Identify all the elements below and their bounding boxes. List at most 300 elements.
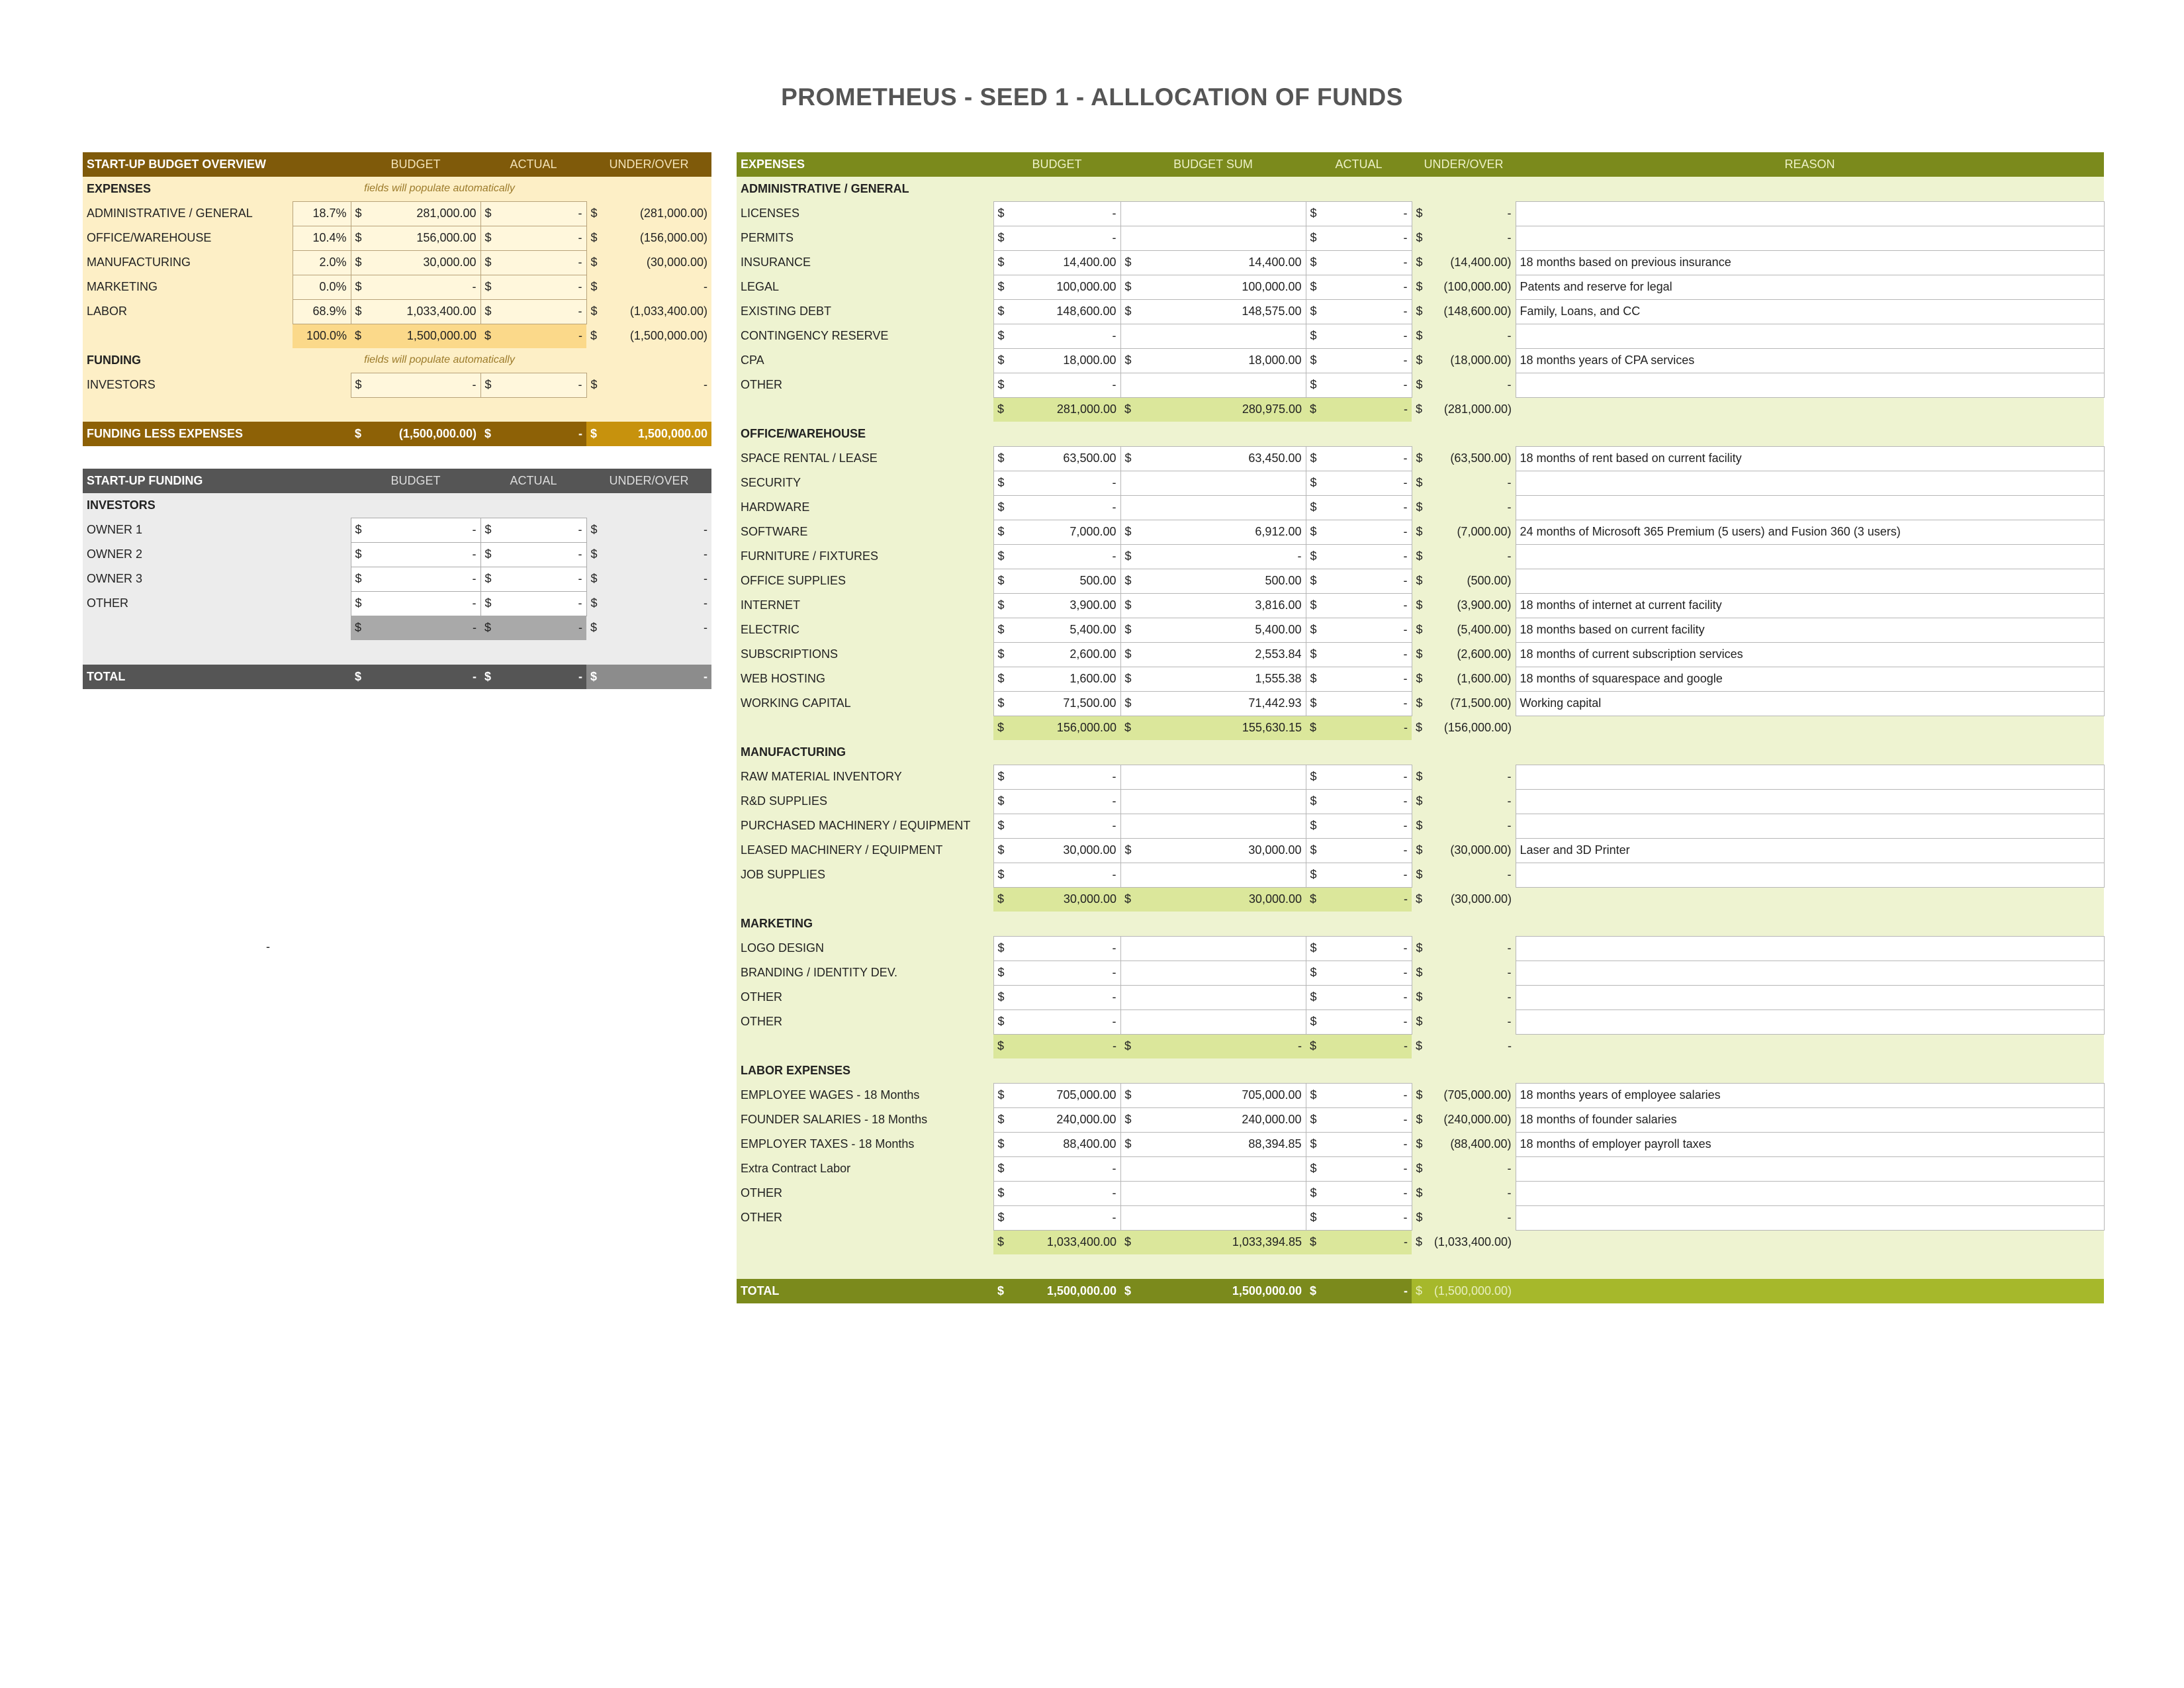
actual-cell[interactable] bbox=[1306, 765, 1412, 789]
budget-cell[interactable] bbox=[993, 569, 1120, 593]
amount: - bbox=[1298, 1039, 1302, 1053]
percent-cell[interactable]: 10.4% bbox=[293, 226, 351, 250]
reason-cell[interactable]: Laser and 3D Printer bbox=[1516, 838, 2104, 863]
actual-cell[interactable] bbox=[1306, 593, 1412, 618]
amount: (3,900.00) bbox=[1457, 598, 1512, 612]
currency-symbol: $ bbox=[1310, 966, 1317, 979]
investors-budget[interactable] bbox=[351, 373, 480, 397]
total-budget bbox=[993, 1279, 1120, 1303]
actual-cell[interactable] bbox=[1306, 250, 1412, 275]
actual-cell[interactable] bbox=[480, 299, 586, 324]
budget-cell[interactable] bbox=[993, 789, 1120, 814]
currency-symbol: $ bbox=[997, 476, 1005, 489]
actual-cell[interactable] bbox=[1306, 226, 1412, 250]
budget-cell[interactable] bbox=[993, 985, 1120, 1009]
currency-symbol: $ bbox=[1310, 819, 1317, 832]
investors-row bbox=[83, 373, 711, 397]
amount: 71,442.93 bbox=[1248, 696, 1302, 710]
currency-symbol: $ bbox=[1310, 647, 1317, 661]
currency-symbol: $ bbox=[1416, 623, 1423, 636]
budget-sum-cell[interactable] bbox=[1120, 1205, 1306, 1230]
budget-sum-cell[interactable] bbox=[1120, 324, 1306, 348]
actual-cell[interactable] bbox=[1306, 863, 1412, 887]
amount: 6,912.00 bbox=[1255, 525, 1302, 538]
amount: - bbox=[1507, 476, 1512, 489]
budget-sum-cell[interactable] bbox=[1120, 838, 1306, 863]
amount: 14,400.00 bbox=[1063, 256, 1116, 269]
actual-cell[interactable] bbox=[1306, 985, 1412, 1009]
spacer bbox=[586, 640, 711, 665]
budget-cell[interactable] bbox=[993, 324, 1120, 348]
overview-header-row bbox=[83, 152, 711, 177]
budget-cell[interactable] bbox=[993, 520, 1120, 544]
budget-sum-cell[interactable] bbox=[1120, 544, 1306, 569]
budget-cell[interactable] bbox=[351, 275, 480, 299]
budget-sum-cell[interactable] bbox=[1120, 1156, 1306, 1181]
reason-cell[interactable] bbox=[1516, 814, 2104, 838]
budget-cell[interactable] bbox=[993, 1132, 1120, 1156]
funder-label: OWNER 1 bbox=[83, 518, 351, 542]
actual-cell[interactable] bbox=[1306, 569, 1412, 593]
actual-cell[interactable] bbox=[1306, 667, 1412, 691]
currency-symbol: $ bbox=[1124, 647, 1132, 661]
reason-cell[interactable] bbox=[1516, 765, 2104, 789]
col-underover-header: UNDER/OVER bbox=[586, 469, 711, 493]
currency-symbol: $ bbox=[1310, 549, 1317, 563]
funder-label: OWNER 3 bbox=[83, 567, 351, 591]
amount: 281,000.00 bbox=[416, 207, 477, 220]
budget-cell[interactable] bbox=[351, 250, 480, 275]
actual-cell[interactable] bbox=[1306, 446, 1412, 471]
budget-sum-cell[interactable] bbox=[1120, 691, 1306, 716]
amount: - bbox=[578, 305, 582, 318]
budget-cell[interactable] bbox=[993, 1205, 1120, 1230]
currency-symbol: $ bbox=[1310, 843, 1317, 857]
reason-cell[interactable]: 18 months years of employee salaries bbox=[1516, 1083, 2104, 1107]
reason-cell[interactable] bbox=[1516, 789, 2104, 814]
total-underover bbox=[586, 665, 711, 689]
budget-sum-cell[interactable] bbox=[1120, 1181, 1306, 1205]
reason-cell[interactable]: 18 months based on previous insurance bbox=[1516, 250, 2104, 275]
currency-symbol: $ bbox=[1124, 402, 1132, 416]
amount: - bbox=[1403, 1015, 1408, 1028]
amount: - bbox=[578, 427, 582, 440]
budget-sum-cell[interactable] bbox=[1120, 765, 1306, 789]
budget-cell[interactable] bbox=[993, 226, 1120, 250]
budget-sum-cell[interactable] bbox=[1120, 569, 1306, 593]
currency-symbol: $ bbox=[997, 1162, 1005, 1175]
spacer bbox=[1516, 912, 2104, 936]
currency-symbol: $ bbox=[355, 596, 362, 610]
currency-symbol: $ bbox=[1416, 1015, 1423, 1028]
budget-cell[interactable] bbox=[993, 1181, 1120, 1205]
budget-cell[interactable] bbox=[993, 495, 1120, 520]
currency-symbol: $ bbox=[997, 574, 1005, 587]
budget-cell[interactable] bbox=[351, 201, 480, 226]
amount: 14,400.00 bbox=[1248, 256, 1302, 269]
currency-symbol: $ bbox=[355, 670, 362, 683]
budget-sum-cell[interactable] bbox=[1120, 348, 1306, 373]
budget-cell[interactable] bbox=[993, 1156, 1120, 1181]
currency-symbol: $ bbox=[997, 647, 1005, 661]
actual-cell[interactable] bbox=[1306, 814, 1412, 838]
actual-cell[interactable] bbox=[1306, 1181, 1412, 1205]
budget-cell[interactable] bbox=[993, 838, 1120, 863]
budget-cell[interactable] bbox=[993, 593, 1120, 618]
funder-actual[interactable] bbox=[480, 567, 586, 591]
reason-cell[interactable]: 18 months of internet at current facility bbox=[1516, 593, 2104, 618]
actual-cell[interactable] bbox=[480, 201, 586, 226]
section-title: LABOR EXPENSES bbox=[737, 1058, 993, 1083]
budget-cell[interactable] bbox=[993, 275, 1120, 299]
budget-sum-cell[interactable] bbox=[1120, 936, 1306, 961]
budget-sum-cell[interactable] bbox=[1120, 814, 1306, 838]
budget-overview-table bbox=[83, 152, 711, 446]
budget-sum-cell[interactable] bbox=[1120, 961, 1306, 985]
funder-budget[interactable] bbox=[351, 567, 480, 591]
expenses-header: EXPENSES bbox=[737, 152, 993, 177]
actual-cell[interactable] bbox=[1306, 275, 1412, 299]
amount: - bbox=[578, 207, 582, 220]
spacer bbox=[1516, 422, 2104, 446]
currency-symbol: $ bbox=[1124, 1088, 1132, 1102]
amount: - bbox=[578, 378, 582, 391]
budget-cell[interactable] bbox=[993, 299, 1120, 324]
actual-cell[interactable] bbox=[480, 275, 586, 299]
amount: 705,000.00 bbox=[1056, 1088, 1116, 1102]
actual-cell[interactable] bbox=[1306, 544, 1412, 569]
reason-cell[interactable] bbox=[1516, 471, 2104, 495]
currency-symbol: $ bbox=[997, 1015, 1005, 1028]
currency-symbol: $ bbox=[1124, 280, 1132, 293]
actual-cell[interactable] bbox=[1306, 373, 1412, 397]
budget-cell[interactable] bbox=[993, 471, 1120, 495]
reason-cell[interactable] bbox=[1516, 201, 2104, 226]
amount: - bbox=[1507, 231, 1512, 244]
reason-cell[interactable]: 24 months of Microsoft 365 Premium (5 users) and Fusion 360 (3 users) bbox=[1516, 520, 2104, 544]
reason-cell[interactable] bbox=[1516, 961, 2104, 985]
expense-row bbox=[737, 1083, 2104, 1107]
currency-symbol: $ bbox=[1310, 1211, 1317, 1224]
budget-cell[interactable] bbox=[993, 618, 1120, 642]
budget-sum-cell[interactable] bbox=[1120, 275, 1306, 299]
currency-symbol: $ bbox=[1124, 549, 1132, 563]
expense-label: OTHER bbox=[737, 1009, 993, 1034]
actual-cell[interactable] bbox=[1306, 789, 1412, 814]
amount: 3,816.00 bbox=[1255, 598, 1302, 612]
actual-cell[interactable] bbox=[1306, 1156, 1412, 1181]
expense-row bbox=[737, 618, 2104, 642]
budget-cell[interactable] bbox=[993, 348, 1120, 373]
expense-label: CPA bbox=[737, 348, 993, 373]
currency-symbol: $ bbox=[355, 305, 362, 318]
reason-cell[interactable]: Patents and reserve for legal bbox=[1516, 275, 2104, 299]
amount: (1,500,000.00) bbox=[1433, 1284, 1512, 1297]
actual-cell[interactable] bbox=[1306, 1009, 1412, 1034]
reason-cell[interactable] bbox=[1516, 495, 2104, 520]
actual-cell[interactable] bbox=[1306, 1083, 1412, 1107]
amount: (30,000.00) bbox=[646, 256, 707, 269]
currency-symbol: $ bbox=[1416, 721, 1423, 734]
percent-cell[interactable]: 18.7% bbox=[293, 201, 351, 226]
underover-cell bbox=[1412, 618, 1516, 642]
amount: - bbox=[1403, 231, 1408, 244]
currency-symbol: $ bbox=[355, 427, 362, 440]
currency-symbol: $ bbox=[1416, 402, 1423, 416]
budget-sum-cell[interactable] bbox=[1120, 1107, 1306, 1132]
budget-sum-cell[interactable] bbox=[1120, 250, 1306, 275]
underover-cell bbox=[1412, 985, 1516, 1009]
reason-cell[interactable] bbox=[1516, 863, 2104, 887]
currency-symbol: $ bbox=[1124, 353, 1132, 367]
amount: (2,600.00) bbox=[1457, 647, 1512, 661]
budget-sum-cell[interactable] bbox=[1120, 593, 1306, 618]
actual-cell[interactable] bbox=[1306, 324, 1412, 348]
currency-symbol: $ bbox=[1416, 770, 1423, 783]
budget-sum-cell[interactable] bbox=[1120, 373, 1306, 397]
subtotal-underover bbox=[1412, 397, 1516, 422]
currency-symbol: $ bbox=[1416, 256, 1423, 269]
amount: - bbox=[578, 231, 582, 244]
budget-sum-cell[interactable] bbox=[1120, 299, 1306, 324]
actual-cell[interactable] bbox=[1306, 1205, 1412, 1230]
currency-symbol: $ bbox=[1310, 892, 1317, 906]
amount: 155,630.15 bbox=[1242, 721, 1302, 735]
reason-cell[interactable]: 18 months of rent based on current facility bbox=[1516, 446, 2104, 471]
budget-cell[interactable] bbox=[993, 1083, 1120, 1107]
actual-cell[interactable] bbox=[1306, 201, 1412, 226]
budget-cell[interactable] bbox=[993, 446, 1120, 471]
amount: 156,000.00 bbox=[416, 231, 477, 244]
currency-symbol: $ bbox=[1416, 1039, 1423, 1053]
underover-cell bbox=[1412, 495, 1516, 520]
actual-cell[interactable] bbox=[1306, 691, 1412, 716]
spacer bbox=[1412, 1254, 1516, 1279]
budget-cell[interactable] bbox=[993, 201, 1120, 226]
currency-symbol: $ bbox=[1416, 549, 1423, 563]
budget-sum-cell[interactable] bbox=[1120, 618, 1306, 642]
budget-cell[interactable] bbox=[993, 936, 1120, 961]
funder-budget[interactable] bbox=[351, 591, 480, 616]
funder-actual[interactable] bbox=[480, 518, 586, 542]
amount: 30,000.00 bbox=[1248, 843, 1302, 857]
reason-cell[interactable] bbox=[1516, 1156, 2104, 1181]
currency-symbol: $ bbox=[1310, 402, 1317, 416]
reason-cell[interactable]: 18 months years of CPA services bbox=[1516, 348, 2104, 373]
amount: 3,900.00 bbox=[1069, 598, 1116, 612]
budget-sum-cell[interactable] bbox=[1120, 642, 1306, 667]
currency-symbol: $ bbox=[997, 598, 1005, 612]
amount: - bbox=[1112, 819, 1116, 832]
underover-cell bbox=[1412, 1181, 1516, 1205]
reason-cell[interactable]: Working capital bbox=[1516, 691, 2104, 716]
amount: - bbox=[704, 523, 707, 536]
percent-cell[interactable]: 68.9% bbox=[293, 299, 351, 324]
actual-cell[interactable] bbox=[1306, 961, 1412, 985]
budget-cell[interactable] bbox=[993, 814, 1120, 838]
currency-symbol: $ bbox=[997, 1088, 1005, 1102]
amount: - bbox=[1403, 990, 1408, 1004]
currency-symbol: $ bbox=[997, 843, 1005, 857]
currency-symbol: $ bbox=[484, 280, 492, 293]
budget-sum-cell[interactable] bbox=[1120, 667, 1306, 691]
funding-label-row bbox=[83, 348, 711, 373]
page-title: PROMETHEUS - SEED 1 - ALLLOCATION OF FUNDS bbox=[781, 83, 1403, 111]
budget-sum-cell[interactable] bbox=[1120, 471, 1306, 495]
currency-symbol: $ bbox=[1416, 1211, 1423, 1224]
amount: 1,033,400.00 bbox=[1046, 1235, 1116, 1249]
actual-cell[interactable] bbox=[1306, 299, 1412, 324]
reason-cell[interactable]: Family, Loans, and CC bbox=[1516, 299, 2104, 324]
budget-cell[interactable] bbox=[993, 544, 1120, 569]
fle-underover bbox=[586, 422, 711, 446]
budget-cell[interactable] bbox=[993, 667, 1120, 691]
funder-budget[interactable] bbox=[351, 518, 480, 542]
budget-sum-cell[interactable] bbox=[1120, 1083, 1306, 1107]
actual-cell[interactable] bbox=[1306, 495, 1412, 520]
reason-cell[interactable]: 18 months based on current facility bbox=[1516, 618, 2104, 642]
reason-cell[interactable] bbox=[1516, 324, 2104, 348]
amount: - bbox=[1404, 1284, 1408, 1297]
amount: - bbox=[578, 596, 582, 610]
reason-cell[interactable] bbox=[1516, 1205, 2104, 1230]
underover-cell bbox=[1412, 373, 1516, 397]
funder-actual[interactable] bbox=[480, 591, 586, 616]
currency-symbol: $ bbox=[997, 451, 1005, 465]
currency-symbol: $ bbox=[1416, 941, 1423, 955]
funder-budget[interactable] bbox=[351, 542, 480, 567]
reason-cell[interactable]: 18 months of employer payroll taxes bbox=[1516, 1132, 2104, 1156]
budget-sum-cell[interactable] bbox=[1120, 789, 1306, 814]
currency-symbol: $ bbox=[1124, 525, 1132, 538]
reason-cell[interactable] bbox=[1516, 226, 2104, 250]
amount: - bbox=[1403, 1211, 1408, 1224]
reason-cell[interactable]: 18 months of squarespace and google bbox=[1516, 667, 2104, 691]
budget-cell[interactable] bbox=[993, 863, 1120, 887]
currency-symbol: $ bbox=[1124, 623, 1132, 636]
budget-sum-cell[interactable] bbox=[1120, 985, 1306, 1009]
startup-funding-table bbox=[83, 469, 711, 689]
amount: - bbox=[1403, 941, 1408, 955]
budget-sum-cell[interactable] bbox=[1120, 201, 1306, 226]
budget-sum-cell[interactable] bbox=[1120, 1009, 1306, 1034]
amount: - bbox=[704, 378, 707, 391]
amount: 1,500,000.00 bbox=[1046, 1284, 1116, 1297]
budget-sum-cell[interactable] bbox=[1120, 446, 1306, 471]
actual-cell[interactable] bbox=[480, 250, 586, 275]
budget-sum-cell[interactable] bbox=[1120, 495, 1306, 520]
section-header-row bbox=[737, 177, 2104, 201]
actual-cell[interactable] bbox=[1306, 1107, 1412, 1132]
overview-row bbox=[83, 275, 711, 299]
subtotal-budget-sum bbox=[1120, 1034, 1306, 1058]
amount: 705,000.00 bbox=[1242, 1088, 1302, 1102]
investors-section-label: INVESTORS bbox=[83, 493, 351, 518]
amount: 5,400.00 bbox=[1069, 623, 1116, 636]
currency-symbol: $ bbox=[1416, 305, 1423, 318]
reason-cell[interactable] bbox=[1516, 373, 2104, 397]
budget-cell[interactable] bbox=[993, 642, 1120, 667]
budget-cell[interactable] bbox=[351, 299, 480, 324]
budget-cell[interactable] bbox=[351, 226, 480, 250]
total-underover bbox=[1412, 1279, 1516, 1303]
budget-cell[interactable] bbox=[993, 691, 1120, 716]
actual-cell[interactable] bbox=[1306, 471, 1412, 495]
actual-cell[interactable] bbox=[480, 226, 586, 250]
reason-cell[interactable] bbox=[1516, 569, 2104, 593]
actual-cell[interactable] bbox=[1306, 936, 1412, 961]
col-budget-sum-header: BUDGET SUM bbox=[1120, 152, 1306, 177]
subtotal-underover bbox=[1412, 1230, 1516, 1254]
amount: - bbox=[1112, 1162, 1116, 1175]
budget-sum-cell[interactable] bbox=[1120, 520, 1306, 544]
currency-symbol: $ bbox=[1416, 231, 1423, 244]
actual-cell[interactable] bbox=[1306, 520, 1412, 544]
subtotal-underover bbox=[1412, 887, 1516, 912]
actual-cell[interactable] bbox=[1306, 618, 1412, 642]
funder-actual[interactable] bbox=[480, 542, 586, 567]
reason-cell[interactable]: 18 months of founder salaries bbox=[1516, 1107, 2104, 1132]
col-actual-header: ACTUAL bbox=[480, 152, 586, 177]
reason-cell[interactable] bbox=[1516, 544, 2104, 569]
currency-symbol: $ bbox=[590, 280, 598, 293]
budget-cell[interactable] bbox=[993, 373, 1120, 397]
percent-cell[interactable]: 2.0% bbox=[293, 250, 351, 275]
amount: (240,000.00) bbox=[1443, 1113, 1512, 1126]
budget-sum-cell[interactable] bbox=[1120, 863, 1306, 887]
reason-cell[interactable] bbox=[1516, 1009, 2104, 1034]
expense-row bbox=[737, 495, 2104, 520]
currency-symbol: $ bbox=[1310, 231, 1317, 244]
amount: - bbox=[1507, 990, 1512, 1004]
percent-cell[interactable]: 0.0% bbox=[293, 275, 351, 299]
amount: - bbox=[1403, 1162, 1408, 1175]
spacer bbox=[737, 1230, 993, 1254]
reason-cell[interactable] bbox=[1516, 985, 2104, 1009]
autopopulate-hint: fields will populate automatically bbox=[293, 177, 586, 201]
budget-sum-cell[interactable] bbox=[1120, 226, 1306, 250]
amount: - bbox=[1112, 549, 1116, 563]
budget-cell[interactable] bbox=[993, 1107, 1120, 1132]
budget-cell[interactable] bbox=[993, 1009, 1120, 1034]
budget-cell[interactable] bbox=[993, 250, 1120, 275]
spacer bbox=[1412, 1058, 1516, 1083]
amount: 63,500.00 bbox=[1063, 451, 1116, 465]
budget-sum-cell[interactable] bbox=[1120, 1132, 1306, 1156]
col-budget-header: BUDGET bbox=[351, 469, 480, 493]
spacer bbox=[993, 1058, 1120, 1083]
actual-cell[interactable] bbox=[1306, 642, 1412, 667]
budget-cell[interactable] bbox=[993, 765, 1120, 789]
spacer bbox=[1120, 177, 1306, 201]
amount: (18,000.00) bbox=[1450, 353, 1512, 367]
currency-symbol: $ bbox=[590, 670, 598, 683]
budget-cell[interactable] bbox=[993, 961, 1120, 985]
actual-cell[interactable] bbox=[1306, 838, 1412, 863]
investors-actual[interactable] bbox=[480, 373, 586, 397]
col-underover-header: UNDER/OVER bbox=[586, 152, 711, 177]
amount: (71,500.00) bbox=[1450, 696, 1512, 710]
spacer bbox=[1306, 740, 1412, 765]
amount: 280,975.00 bbox=[1242, 402, 1302, 416]
amount: 1,033,394.85 bbox=[1232, 1235, 1302, 1249]
actual-cell[interactable] bbox=[1306, 348, 1412, 373]
expense-row bbox=[737, 226, 2104, 250]
reason-cell[interactable] bbox=[1516, 936, 2104, 961]
reason-cell[interactable]: 18 months of current subscription services bbox=[1516, 642, 2104, 667]
actual-cell[interactable] bbox=[1306, 1132, 1412, 1156]
reason-cell[interactable] bbox=[1516, 1181, 2104, 1205]
